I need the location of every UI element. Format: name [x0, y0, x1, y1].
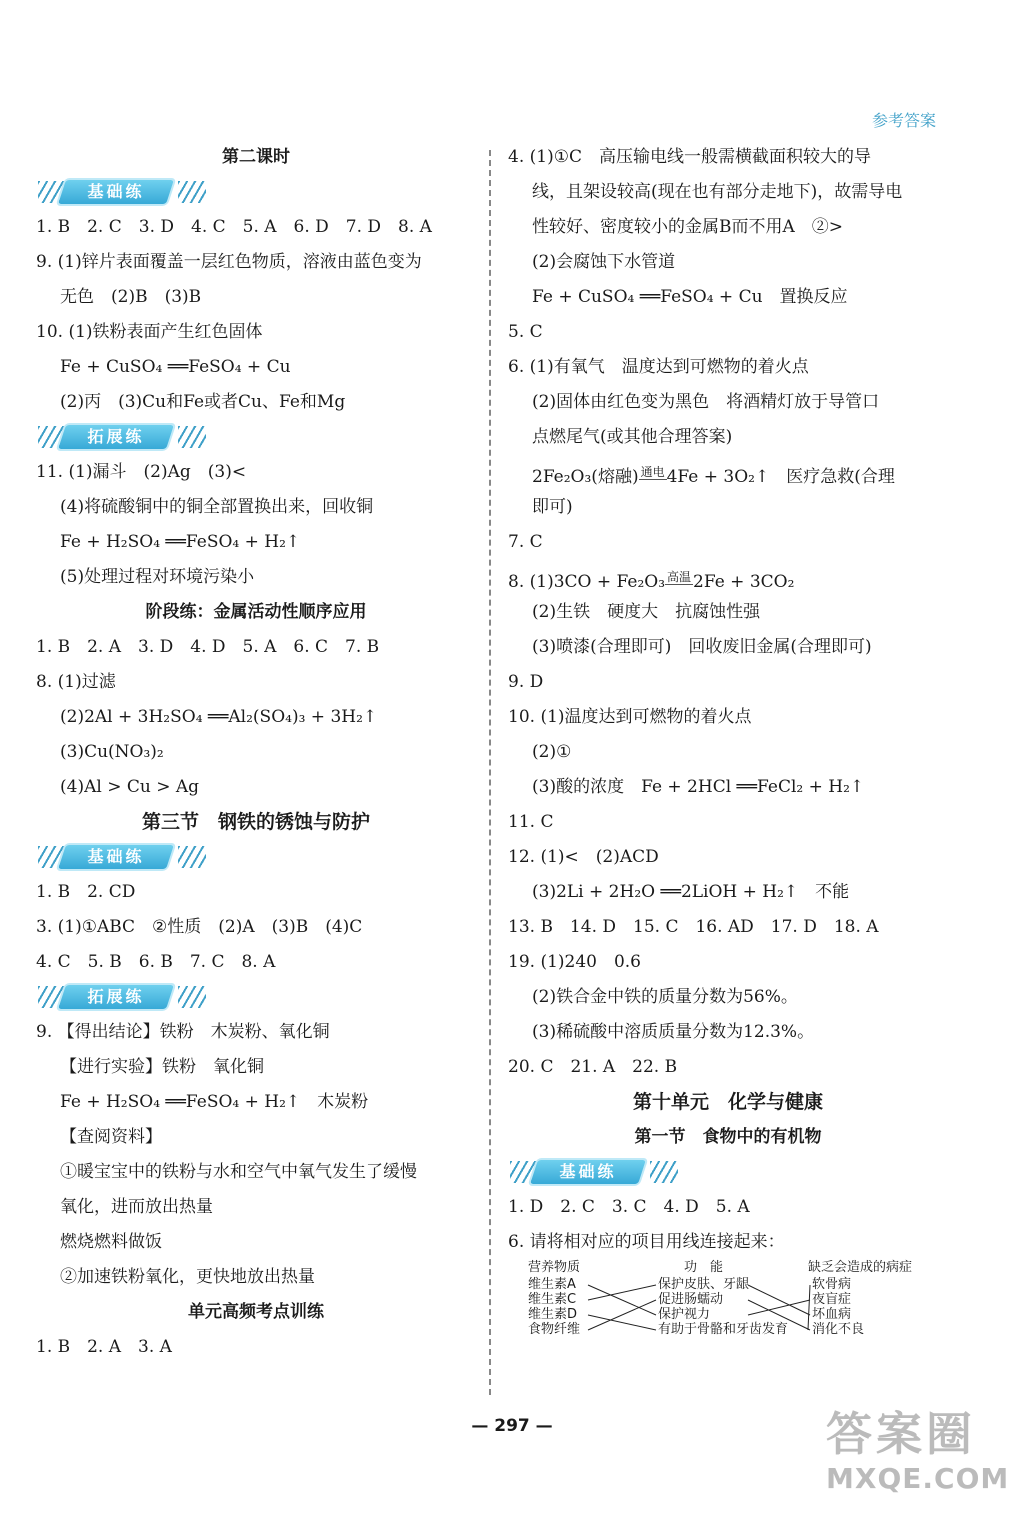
answer-line: 9. D: [508, 672, 544, 692]
section-heading: 第一节 食物中的有机物: [634, 1127, 822, 1147]
watermark-url: MXQE.COM: [826, 1462, 1010, 1495]
answer-line: 7. C: [508, 532, 543, 552]
badge-label: 拓展练: [87, 427, 145, 446]
stripe-icon: [178, 181, 206, 203]
equation-line: Fe + CuSO₄ ══FeSO₄ + Cu: [60, 357, 291, 377]
disease-item: 坏血病: [812, 1307, 852, 1322]
function-item: 有助于骨骼和牙齿发育: [658, 1322, 789, 1337]
answer-line: 性较好、密度较小的金属B而不用A ②>: [532, 217, 844, 237]
answer-line: 1. B 2. C 3. D 4. C 5. A 6. D 7. D 8. A: [36, 217, 432, 237]
eq-left: 2Fe₂O₃(熔融): [532, 467, 639, 487]
diagram-header: 功 能: [684, 1260, 724, 1275]
badge-label: 基础练: [559, 1162, 617, 1181]
badge-extend: [36, 980, 476, 1015]
answer-line: (5)处理过程对环境污染小: [60, 567, 255, 587]
answer-line: 11. C: [508, 812, 554, 832]
answer-line: 燃烧燃料做饭: [60, 1232, 162, 1252]
function-item: 促进肠蠕动: [658, 1292, 724, 1307]
answer-line: 即可): [532, 497, 573, 517]
answer-line: 12. (1)< (2)ACD: [508, 847, 659, 867]
answer-line: 13. B 14. D 15. C 16. AD 17. D 18. A: [508, 917, 879, 937]
eq-condition: 通电: [640, 465, 665, 479]
badge-basic: [36, 175, 476, 210]
answer-line: 【查阅资料】: [60, 1127, 162, 1147]
badge-extend: [36, 420, 476, 455]
answer-line: 9. (1)锌片表面覆盖一层红色物质，溶液由蓝色变为: [36, 252, 422, 272]
answer-line: 4. (1)①C 高压输电线一般需横截面积较大的导: [508, 147, 871, 167]
equation-line: [508, 560, 948, 595]
answer-line: (4)将硫酸铜中的铜全部置换出来，回收铜: [60, 497, 374, 517]
stripe-icon: [178, 846, 206, 868]
stripe-icon: [650, 1161, 678, 1183]
section-heading: 第三节 钢铁的锈蚀与防护: [141, 811, 370, 833]
answer-line: 4. C 5. B 6. B 7. C 8. A: [36, 952, 276, 972]
page-number: — 297 —: [471, 1416, 553, 1436]
nutrient-item: 维生素A: [528, 1277, 576, 1292]
nutrient-item: 维生素D: [528, 1307, 578, 1322]
nutrient-item: 维生素C: [528, 1292, 577, 1307]
answer-line: 点燃尾气(或其他合理答案): [532, 427, 733, 447]
disease-item: 软骨病: [812, 1277, 852, 1292]
answer-line: ①暖宝宝中的铁粉与水和空气中氧气发生了缓慢: [60, 1162, 417, 1182]
equation-line: (3)酸的浓度 Fe + 2HCl ══FeCl₂ + H₂↑: [532, 777, 865, 797]
badge-label: 基础练: [87, 182, 145, 201]
nutrient-item: 食物纤维: [528, 1322, 581, 1337]
answer-line: 11. (1)漏斗 (2)Ag (3)<: [36, 462, 247, 482]
equation-line: (3)2Li + 2H₂O ══2LiOH + H₂↑ 不能: [532, 882, 850, 902]
answer-line: 10. (1)温度达到可燃物的着火点: [508, 707, 752, 727]
unit-heading: 第十单元 化学与健康: [632, 1091, 823, 1113]
watermark-text: 答案圈: [826, 1407, 976, 1461]
stripe-icon: [178, 986, 206, 1008]
left-column: [36, 140, 476, 1365]
answer-line: 1. D 2. C 3. C 4. D 5. A: [508, 1197, 750, 1217]
section-heading: 第二课时: [222, 147, 290, 167]
answer-line: 1. B 2. A 3. A: [36, 1337, 172, 1357]
disease-item: 夜盲症: [812, 1292, 852, 1307]
answer-line: (3)Cu(NO₃)₂: [60, 742, 164, 762]
header-tag: 参考答案: [871, 111, 936, 130]
function-item: 保护视力: [658, 1307, 711, 1322]
diagram-header: 营养物质: [528, 1260, 581, 1275]
section-heading: 阶段练：金属活动性顺序应用: [145, 602, 367, 622]
eq-condition: 高温: [667, 570, 692, 584]
answer-line: 6. 请将相对应的项目用线连接起来：: [508, 1232, 785, 1252]
answer-line: 8. (1)过滤: [36, 672, 116, 692]
equation-line: Fe + H₂SO₄ ══FeSO₄ + H₂↑: [60, 532, 301, 552]
equation-line: [508, 455, 948, 490]
right-column: [508, 140, 948, 1340]
answer-line: (3)喷漆(合理即可) 回收废旧金属(合理即可): [532, 637, 872, 657]
section-heading: 单元高频考点训练: [188, 1302, 324, 1322]
answer-line: (4)Al > Cu > Ag: [60, 777, 200, 797]
answer-line: 6. (1)有氧气 温度达到可燃物的着火点: [508, 357, 809, 377]
answer-line: 氧化，进而放出热量: [60, 1197, 213, 1217]
disease-item: 消化不良: [812, 1322, 865, 1337]
answer-line: (2)丙 (3)Cu和Fe或者Cu、Fe和Mg: [60, 392, 346, 412]
answer-line: 【进行实验】铁粉 氧化铜: [60, 1057, 264, 1077]
eq-right: 4Fe + 3O₂↑ 医疗急救(合理: [666, 467, 895, 487]
answer-line: 20. C 21. A 22. B: [508, 1057, 678, 1077]
answer-line: 19. (1)240 0.6: [508, 952, 642, 972]
answer-line: (2)会腐蚀下水管道: [532, 252, 676, 272]
answer-line: 1. B 2. A 3. D 4. D 5. A 6. C 7. B: [36, 637, 380, 657]
answer-line: 9. 【得出结论】铁粉 木炭粉、氧化铜: [36, 1022, 330, 1042]
diagram-header: 缺乏会造成的病症: [808, 1260, 913, 1275]
answer-line: 5. C: [508, 322, 543, 342]
equation-line: (2)2Al + 3H₂SO₄ ══Al₂(SO₄)₃ + 3H₂↑: [60, 707, 378, 727]
badge-basic: [508, 1155, 948, 1190]
equation-line: Fe + CuSO₄ ══FeSO₄ + Cu 置换反应: [532, 287, 848, 307]
answer-line: (2)固体由红色变为黑色 将酒精灯放于导管口: [532, 392, 880, 412]
equation-line: Fe + H₂SO₄ ══FeSO₄ + H₂↑ 木炭粉: [60, 1092, 369, 1112]
eq-right: 2Fe + 3CO₂: [693, 572, 795, 592]
answer-line: 1. B 2. CD: [36, 882, 136, 902]
watermark-logo: [826, 1406, 1010, 1506]
answer-line: 线，且架设较高(现在也有部分走地下)，故需导电: [532, 182, 903, 202]
badge-label: 基础练: [87, 847, 145, 866]
answer-line: (2)铁合金中铁的质量分数为56%。: [532, 987, 798, 1007]
column-divider: [489, 150, 491, 1395]
answer-line: 10. (1)铁粉表面产生红色固体: [36, 322, 263, 342]
badge-label: 拓展练: [87, 987, 145, 1006]
function-item: 保护皮肤、牙龈: [658, 1277, 750, 1292]
stripe-icon: [178, 426, 206, 448]
eq-left: 8. (1)3CO + Fe₂O₃: [508, 572, 666, 592]
badge-basic: [36, 840, 476, 875]
answer-line: 3. (1)①ABC ②性质 (2)A (3)B (4)C: [36, 917, 363, 937]
answer-line: (3)稀硫酸中溶质质量分数为12.3%。: [532, 1022, 815, 1042]
answer-line: ②加速铁粉氧化，更快地放出热量: [60, 1267, 315, 1287]
answer-line: (2)生铁 硬度大 抗腐蚀性强: [532, 602, 761, 622]
answer-line: (2)①: [532, 742, 572, 762]
answer-line: 无色 (2)B (3)B: [60, 287, 202, 307]
matching-diagram: [508, 1260, 948, 1340]
